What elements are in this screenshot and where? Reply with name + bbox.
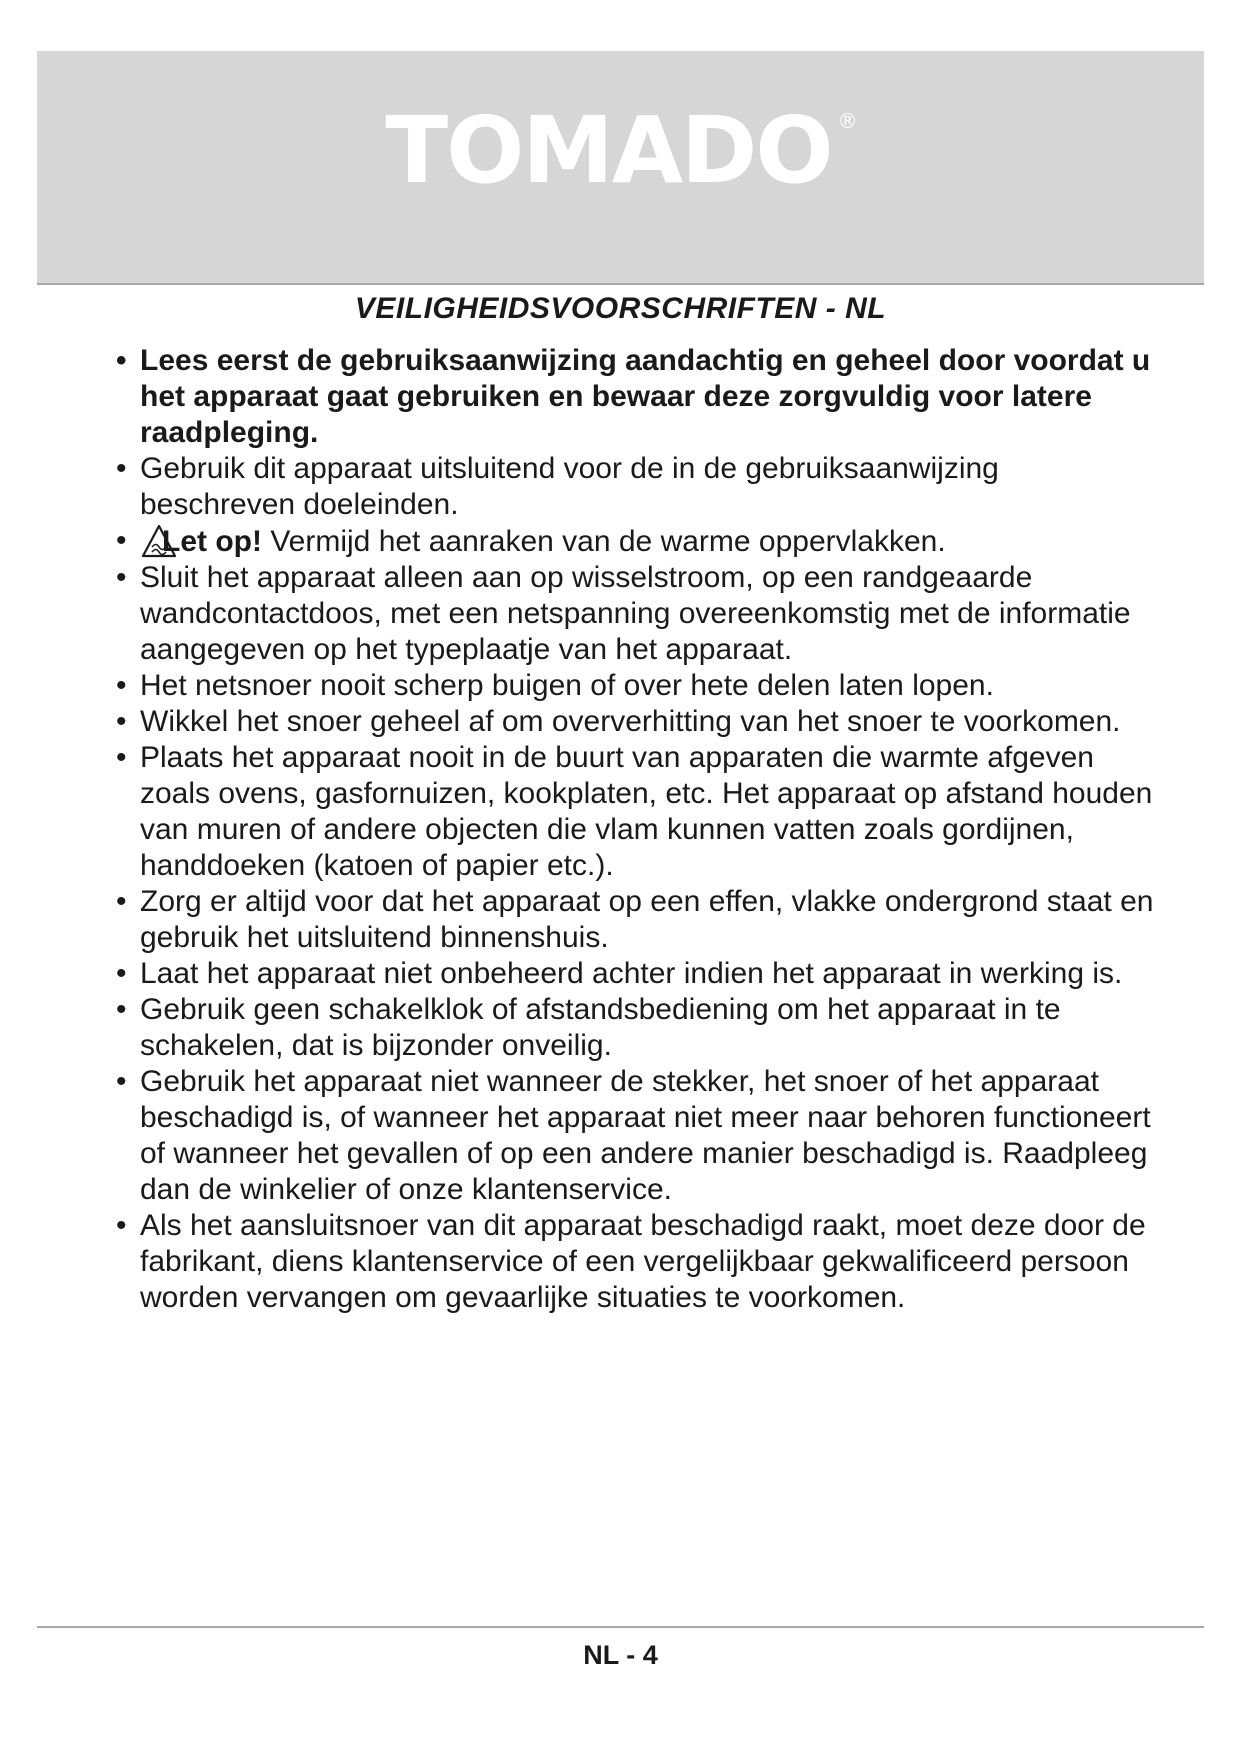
rule-hot-surfaces — [116, 523, 1156, 560]
warning-text: Vermijd het aanraken van de warme oppervlakken. — [261, 525, 946, 558]
warning-lead: Let op! — [162, 525, 262, 558]
rule-unwind-cord: • Wikkel het snoer geheel af om oververhitting van het snoer te voorkomen. — [116, 704, 1156, 740]
brand-name: TOMADO — [385, 97, 832, 204]
rule-damaged: • Gebruik het apparaat niet wanneer de stekker, het snoer of het apparaat beschadigd is, of wanneer het apparaat niet meer naar behoren functioneert of wanneer het gevallen of op een andere manier beschadigd is. Raadpleeg dan de winkelier of onze klantenservice. — [116, 1064, 1156, 1208]
rule-placement: • Plaats het apparaat nooit in de buurt van apparaten die warmte afgeven zoals ovens, gasfornuizen, kookplaten, etc. Het apparaat op afstand houden van muren of andere objecten die vlam kunnen vatten zoals gordijnen, handdoeken (katoen of papier etc.). — [116, 740, 1156, 884]
page-number: NL - 4 — [583, 1640, 658, 1670]
safety-rules-list — [116, 343, 1156, 1316]
rule-intended-use: • Gebruik dit apparaat uitsluitend voor de in de gebruiksaanwijzing beschreven doeleinden. — [116, 451, 1156, 523]
registered-mark: ® — [837, 109, 856, 133]
warning-triangle-icon — [140, 523, 178, 559]
rule-unattended: • Laat het apparaat niet onbeheerd achter indien het apparaat in werking is. — [116, 956, 1156, 992]
footer-divider — [37, 1626, 1204, 1628]
section-title: VEILIGHEIDSVOORSCHRIFTEN - NL — [354, 292, 887, 325]
rule-flat-surface: • Zorg er altijd voor dat het apparaat op een effen, vlakke ondergrond staat en gebruik het uitsluitend binnenshuis. — [116, 884, 1156, 956]
rule-cord-replacement: • Als het aansluitsnoer van dit apparaat beschadigd raakt, moet deze door de fabrikant, diens klantenservice of een vergelijkbaar gekwalificeerd persoon worden vervangen om gevaarlijke situaties te voorkomen. — [116, 1208, 1156, 1316]
rule-read-manual: • Lees eerst de gebruiksaanwijzing aandachtig en geheel door voordat u het apparaat gaat gebruiken en bewaar deze zorgvuldig voor latere raadpleging. — [116, 343, 1156, 451]
brand-logo — [37, 97, 1204, 204]
rule-cord-bending: • Het netsnoer nooit scherp buigen of over hete delen laten lopen. — [116, 668, 1156, 704]
rule-timer: • Gebruik geen schakelklok of afstandsbediening om het apparaat in te schakelen, dat is bijzonder onveilig. — [116, 992, 1156, 1064]
header-band — [37, 51, 1204, 285]
rule-power-supply: • Sluit het apparaat alleen aan op wisselstroom, op een randgeaarde wandcontactdoos, met een netspanning overeenkomstig met de informatie aangegeven op het typeplaatje van het apparaat. — [116, 560, 1156, 668]
